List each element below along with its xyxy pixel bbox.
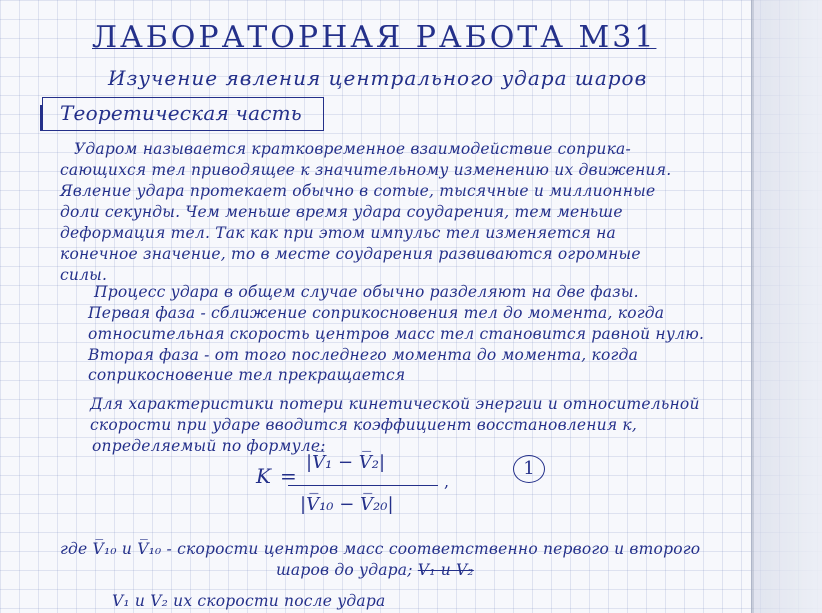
paragraph-3-line-3: определяемый по формуле: [92,437,326,455]
page-subtitle: Изучение явления центрального удара шаров [108,66,648,90]
paragraph-2-line-4: Вторая фаза - от того последнего момента до момента, когда [88,346,639,364]
formula-numerator: |V̅₁ − V̅₂| [306,452,386,473]
paragraph-2-line-1: Процесс удара в общем случае обычно разделяют на две фазы. [94,283,639,301]
paragraph-1-line-7: силы. [60,266,108,284]
paragraph-1-line-4: доли секунды. Чем меньше время удара соударения, тем меньше [60,203,623,221]
paragraph-2-line-5: соприкосновение тел прекращается [88,366,406,384]
paragraph-3-line-2: скорости при ударе вводится коэффициент восстановления к, [90,416,637,434]
formula-equals: = [280,464,297,488]
where-line-2 [276,561,474,581]
paragraph-1-line-6: конечное значение, то в месте соударения развиваются огромные [60,245,641,263]
paragraph-1-line-2: сающихся тел приводящее к значительному изменению их движения. [60,161,672,179]
where-line-2-text: шаров до удара; [276,561,413,579]
restitution-formula [246,450,450,530]
page-edge-strip [751,0,822,613]
formula-denominator: |V̅₁₀ − V̅₂₀| [300,494,394,515]
where-line-2-struck: V₁ и V₂ [417,561,474,579]
paragraph-1-line-3: Явление удара протекает обычно в сотые, тысячные и миллионные [60,182,656,200]
paragraph-1-line-1: Ударом называется кратковременное взаимодействие соприка- [74,140,631,158]
formula-lhs: K [256,464,271,488]
paragraph-2-line-2: Первая фаза - сближение соприкосновения тел до момента, когда [88,304,665,322]
section-heading: Теоретическая часть [60,101,302,125]
page-title: ЛАБОРАТОРНАЯ РАБОТА М31 [92,20,657,55]
paragraph-2-line-3: относительная скорость центров масс тел становится равной нулю. [88,325,705,343]
page-fold [751,0,754,613]
equation-number: 1 [513,455,545,483]
formula-trailing-comma: , [444,472,450,491]
where-line: где V̅₁₀ и V̅₁₀ - скорости центров масс соответственно первого и второго [60,540,701,558]
paragraph-1-line-5: деформация тел. Так как при этом импульс тел изменяется на [60,224,616,242]
fraction-bar [288,485,438,486]
paragraph-3-line-1: Для характеристики потери кинетической энергии и относительной [90,395,700,413]
after-line: V₁ и V₂ их скорости после удара [112,592,386,610]
